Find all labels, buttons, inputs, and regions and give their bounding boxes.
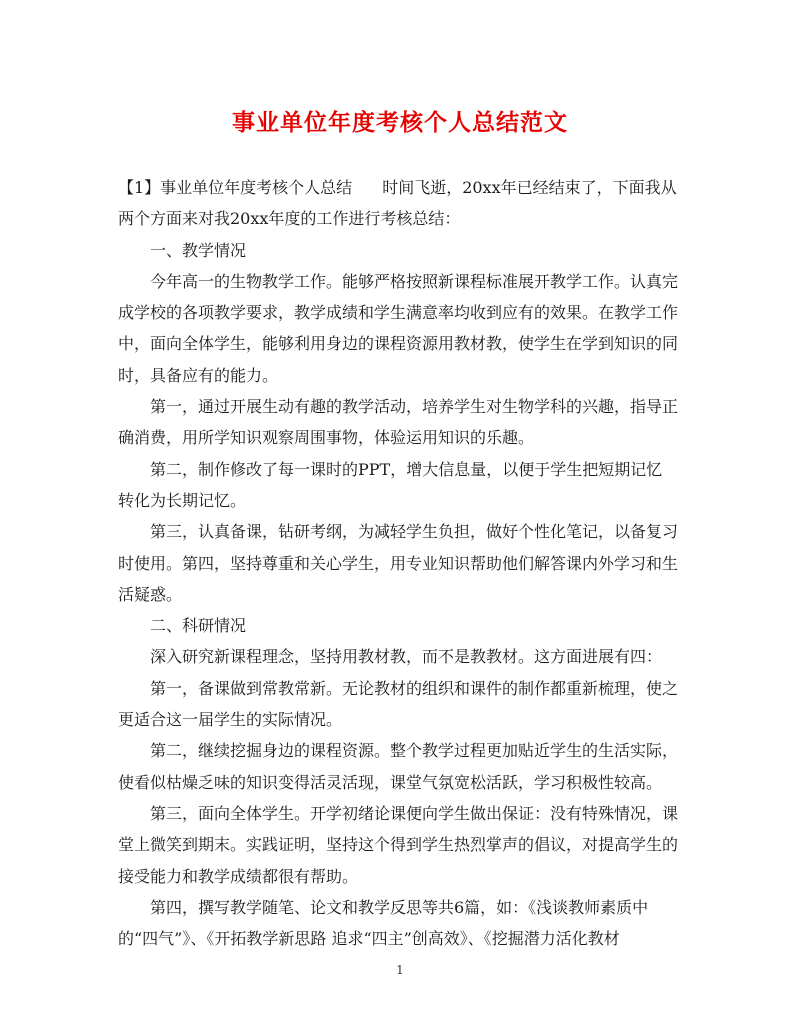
intro-paragraph — [118, 172, 678, 235]
page-title: 事业单位年度考核个人总结范文 — [232, 109, 568, 136]
intro-label: 【1】事业单位年度考核个人总结 — [118, 178, 353, 197]
intro-text: 时间飞逝，20xx年已经结束了，下面我从两个方面来对我20xx年度的工作进行考核总结： — [118, 178, 677, 229]
paragraph: 第三，认真备课，钻研考纲，为减轻学生负担，做好个性化笔记，以备复习时使用。第四，坚持尊重和关心学生，用专业知识帮助他们解答课内外学习和生活疑惑。 — [118, 522, 679, 604]
section-heading-teaching: 一、教学情况 — [150, 240, 247, 260]
paragraph: 深入研究新课程理念，坚持用教材教，而不是教教材。这方面进展有四： — [150, 647, 663, 667]
paragraph: 第二，制作修改了每一课时的PPT，增大信息量，以便于学生把短期记忆转化为长期记忆。 — [118, 459, 663, 510]
page-number: 1 — [396, 963, 404, 977]
paragraph: 第二，继续挖掘身边的课程资源。整个教学过程更加贴近学生的生活实际，使看似枯燥乏味的知识变得活灵活现，课堂气氛宽松活跃，学习积极性较高。 — [118, 741, 679, 792]
paragraph: 第一，备课做到常教常新。无论教材的组织和课件的制作都重新梳理，使之更适合这一届学生的实际情况。 — [118, 678, 679, 730]
section-heading-research: 二、科研情况 — [150, 616, 247, 636]
document-body — [118, 172, 678, 954]
paragraph: 第一，通过开展生动有趣的教学活动，培养学生对生物学科的兴趣，指导正确消费，用所学知识观察周围事物，体验运用知识的乐趣。 — [118, 397, 679, 448]
paragraph: 今年高一的生物教学工作。能够严格按照新课程标准展开教学工作。认真完成学校的各项教学要求，教学成绩和学生满意率均收到应有的效果。在教学工作中，面向全体学生，能够利用身边的课程资源用教材教，使学生在学到知识的同时，具备应有的能力。 — [118, 271, 679, 385]
paragraph: 第三，面向全体学生。开学初绪论课便向学生做出保证：没有特殊情况，课堂上微笑到期末。实践证明，坚持这个得到学生热烈掌声的倡议，对提高学生的接受能力和教学成绩都很有帮助。 — [118, 803, 679, 886]
paragraph: 第四，撰写教学随笔、论文和教学反思等共6篇，如：《浅谈教师素质中的“四气”》、《开拓教学新思路 追求“四主”创高效》、《挖掘潜力活化教材 — [118, 897, 649, 949]
